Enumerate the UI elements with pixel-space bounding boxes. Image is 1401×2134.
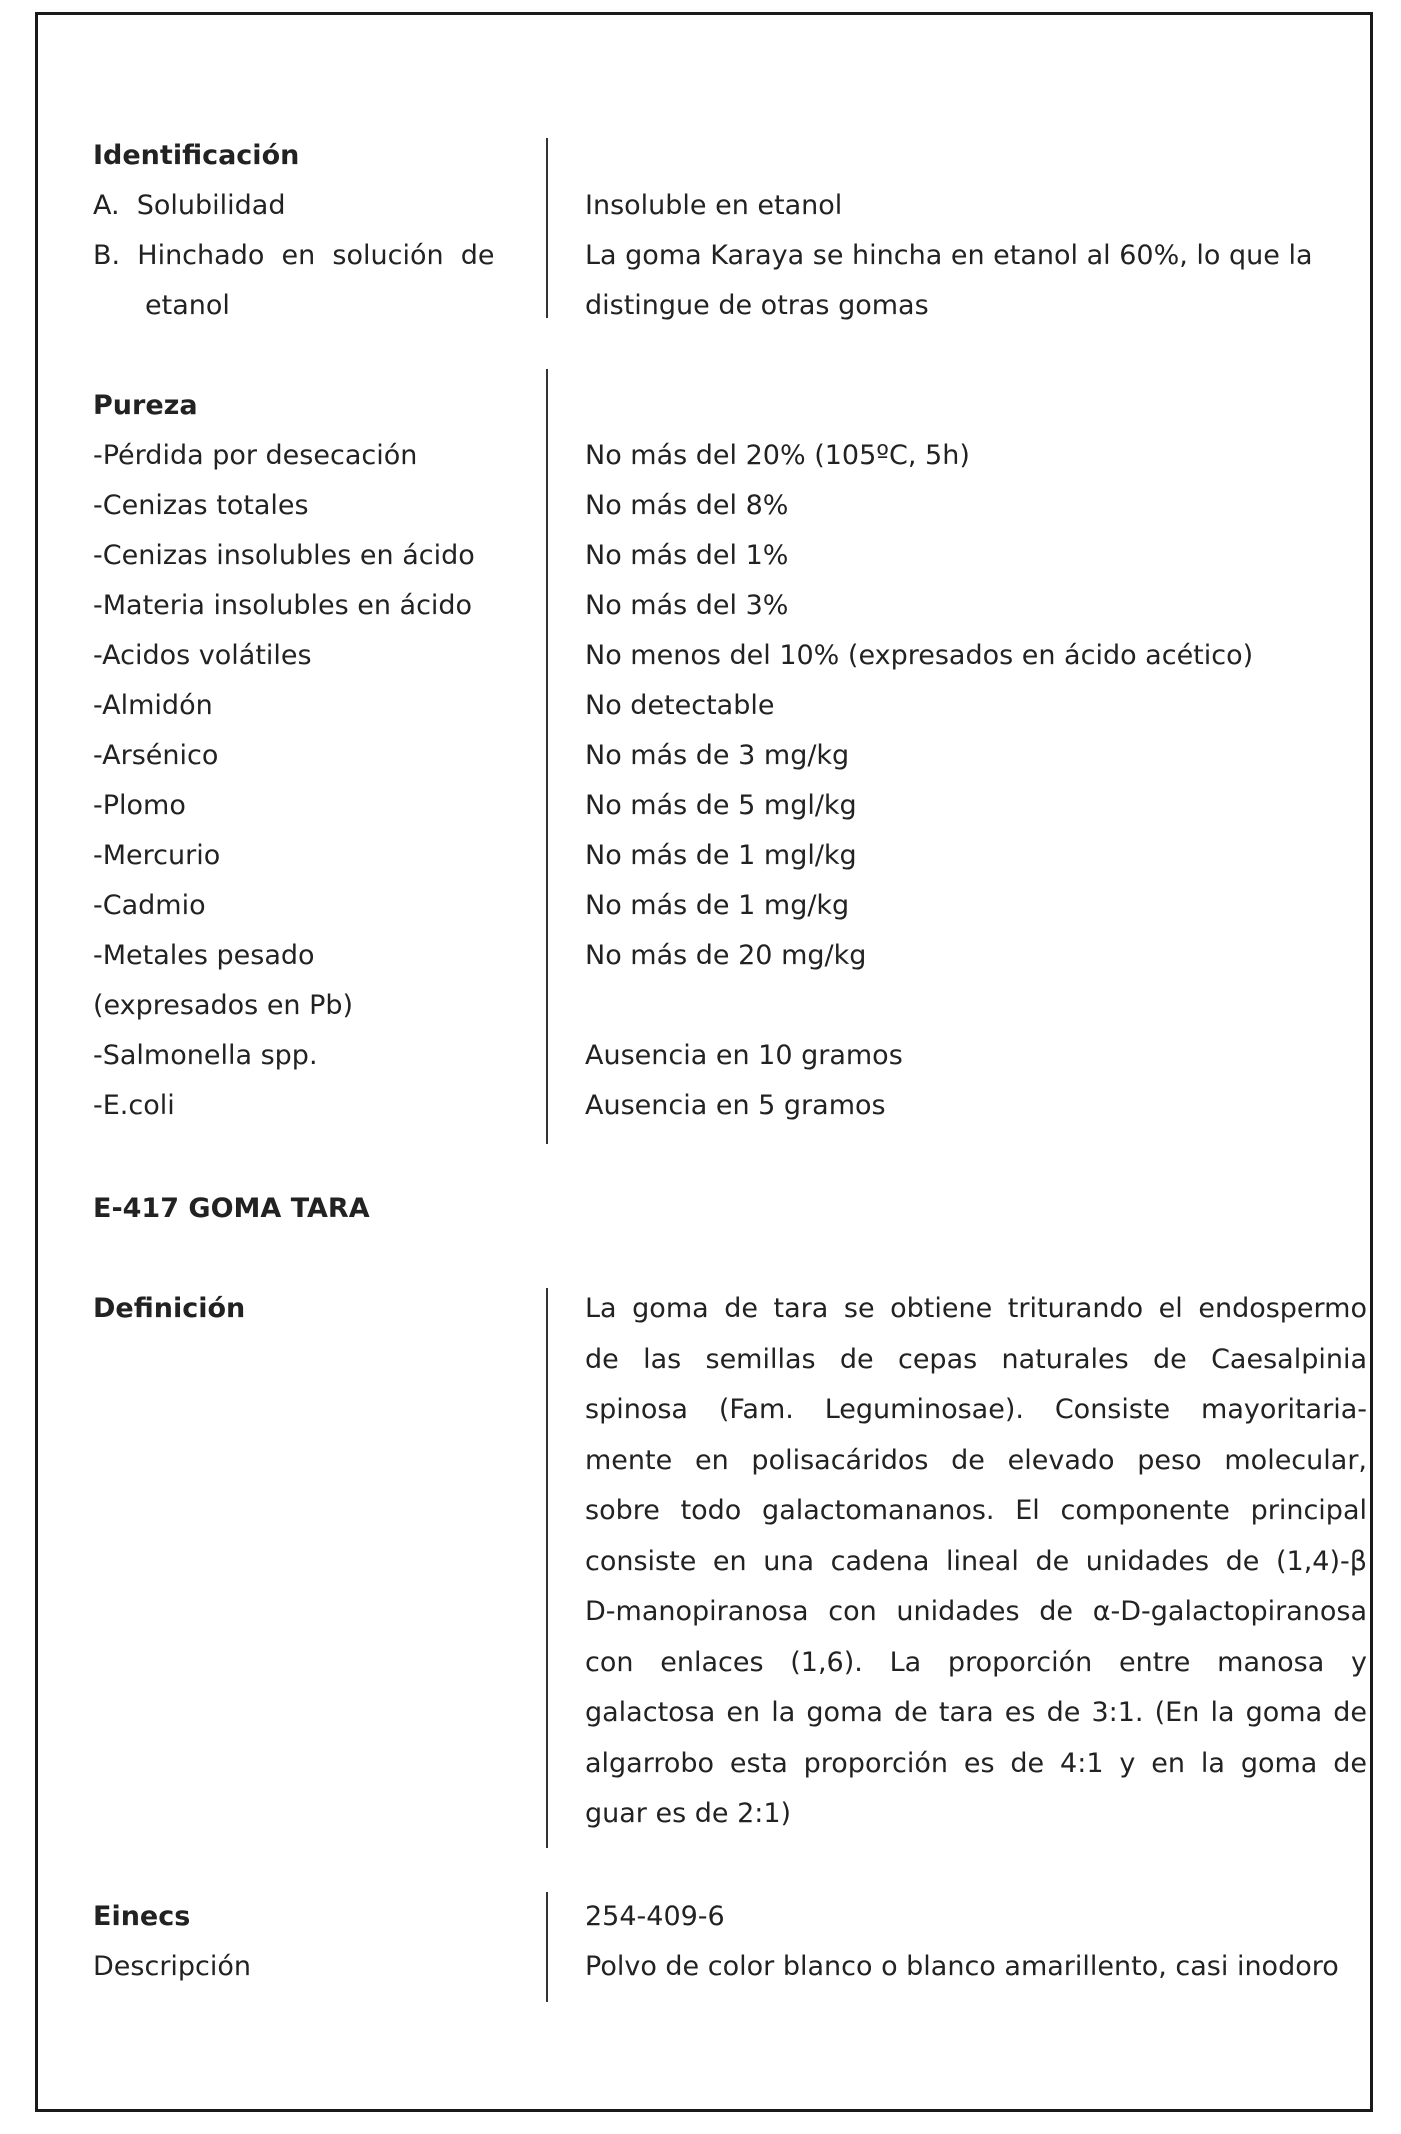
identificacion-section: [0, 131, 1401, 331]
table-row: [0, 981, 1401, 1031]
row-value: Insoluble en etanol: [585, 190, 843, 221]
row-label: -Materia insolubles en ácido: [93, 590, 473, 621]
table-row: [0, 431, 1401, 481]
row-label: -Arsénico: [93, 740, 219, 771]
definicion-line: consiste en una cadena lineal de unidades de (1,4)-β: [585, 1545, 1367, 1577]
table-row: [0, 1942, 1401, 1992]
definicion-line: D-manopiranosa con unidades de α-D-galactopiranosa: [585, 1596, 1367, 1627]
row-label: A. Solubilidad: [93, 190, 286, 221]
descripcion-label: Descripción: [93, 1951, 252, 1982]
definicion-text: [585, 1284, 1367, 1840]
pureza-section: [0, 381, 1401, 1131]
column-divider: [546, 1288, 548, 1848]
table-row: [0, 631, 1401, 681]
row-value: No más de 3 mg/kg: [585, 740, 850, 771]
table-row: [0, 1892, 1401, 1942]
definicion-line: de las semillas de cepas naturales de Caesalpinia: [585, 1343, 1367, 1375]
row-label: -Cenizas totales: [93, 490, 309, 521]
einecs-section: [0, 1892, 1401, 1992]
row-value: Ausencia en 10 gramos: [585, 1040, 903, 1071]
row-value: No más de 20 mg/kg: [585, 940, 867, 971]
definicion-line: galactosa en la goma de tara es de 3:1. (En la goma de: [585, 1697, 1367, 1728]
table-row: [0, 781, 1401, 831]
table-row: [0, 931, 1401, 981]
row-value: La goma Karaya se hincha en etanol al 60%, lo que la: [585, 240, 1313, 271]
row-label: -Plomo: [93, 790, 186, 821]
definicion-line: guar es de 2:1): [585, 1798, 792, 1829]
row-value: No más del 8%: [585, 490, 789, 521]
table-row: [0, 181, 1401, 231]
row-value: No detectable: [585, 690, 775, 721]
row-value: No más del 3%: [585, 590, 789, 621]
row-value: No más de 1 mg/kg: [585, 890, 850, 921]
row-label: -Mercurio: [93, 840, 221, 871]
definicion-line: mente en polisacáridos de elevado peso molecular,: [585, 1444, 1367, 1476]
einecs-label: Einecs: [93, 1901, 191, 1932]
row-value: Ausencia en 5 gramos: [585, 1090, 886, 1121]
table-row: [0, 531, 1401, 581]
row-label: -Almidón: [93, 690, 213, 721]
definicion-line: algarrobo esta proporción es de 4:1 y en la goma de: [585, 1747, 1367, 1779]
table-row: [0, 731, 1401, 781]
table-row: [0, 681, 1401, 731]
definicion-label: Definición: [93, 1293, 246, 1324]
definicion-line: spinosa (Fam. Leguminosae). Consiste mayoritaria-: [585, 1394, 1367, 1425]
table-row: [0, 281, 1401, 331]
definicion-line: con enlaces (1,6). La proporción entre manosa y: [585, 1646, 1367, 1678]
row-label: etanol: [145, 290, 230, 321]
table-row: [0, 1031, 1401, 1081]
row-value: No menos del 10% (expresados en ácido acético): [585, 640, 1254, 671]
descripcion-value: Polvo de color blanco o blanco amarillento, casi inodoro: [585, 1951, 1339, 1982]
table-row: [0, 881, 1401, 931]
row-value: No más de 1 mgl/kg: [585, 840, 857, 871]
table-row: [0, 581, 1401, 631]
einecs-value: 254-409-6: [585, 1901, 725, 1932]
row-label: -Pérdida por desecación: [93, 440, 418, 471]
table-row: [0, 1081, 1401, 1131]
row-value: No más del 1%: [585, 540, 789, 571]
pureza-heading: Pureza: [93, 390, 198, 421]
row-value: No más del 20% (105ºC, 5h): [585, 440, 970, 471]
row-label: -Metales pesado: [93, 940, 315, 971]
definicion-line: sobre todo galactomananos. El componente principal: [585, 1495, 1367, 1526]
row-label: -Cenizas insolubles en ácido: [93, 540, 475, 571]
row-label: B. Hinchado en solución de: [93, 240, 495, 271]
row-label: (expresados en Pb): [93, 990, 354, 1021]
table-row: [0, 481, 1401, 531]
goma-tara-title: E-417 GOMA TARA: [93, 1193, 370, 1224]
table-row: [0, 831, 1401, 881]
identificacion-heading: Identificación: [93, 140, 300, 171]
row-label: -E.coli: [93, 1090, 175, 1121]
row-value: No más de 5 mgl/kg: [585, 790, 857, 821]
row-label: -Salmonella spp.: [93, 1040, 318, 1071]
row-value: distingue de otras gomas: [585, 290, 929, 321]
row-label: -Acidos volátiles: [93, 640, 312, 671]
row-label: -Cadmio: [93, 890, 206, 921]
table-row: [0, 231, 1401, 281]
definicion-line: La goma de tara se obtiene triturando el endospermo: [585, 1293, 1367, 1324]
